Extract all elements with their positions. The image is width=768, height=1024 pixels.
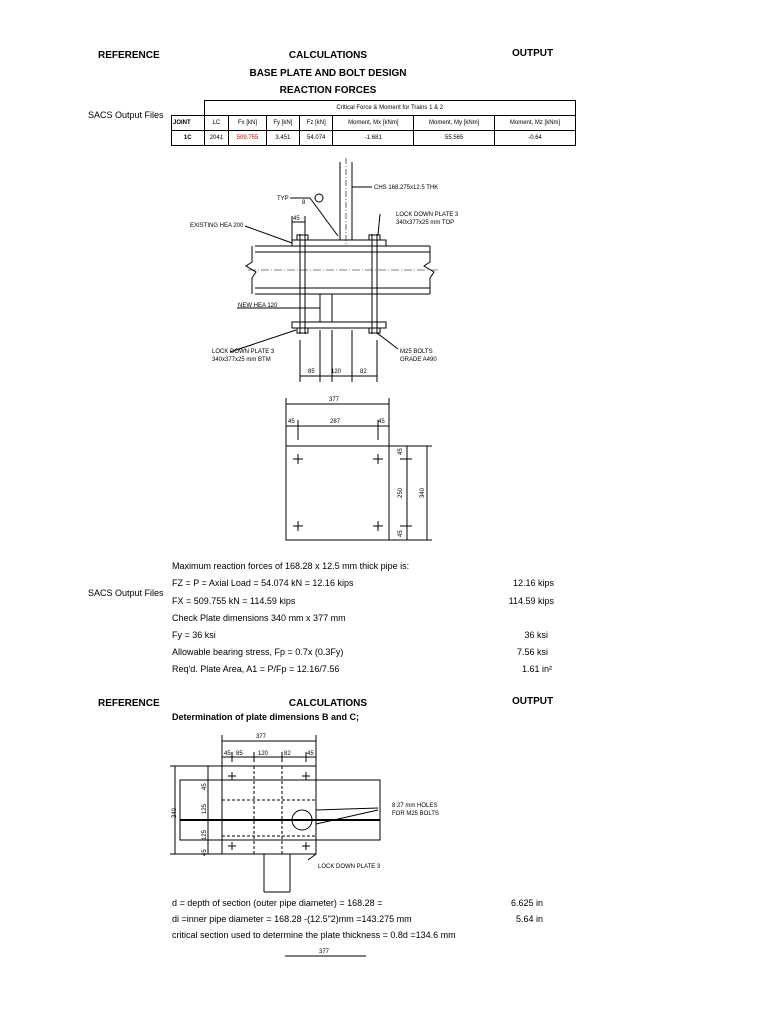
output-area: 1.61 in² xyxy=(521,664,552,674)
output-header-2: OUTPUT xyxy=(512,696,554,707)
holes-label-2: FOR M25 BOLTS xyxy=(392,811,439,817)
dim-45: 45 xyxy=(293,216,300,222)
dim-125-b: 125 xyxy=(202,829,208,840)
weld-size: 8 xyxy=(302,200,306,206)
section-heading: Determination of plate dimensions B and C; xyxy=(172,712,360,722)
column-header: Fy [kN] xyxy=(266,116,299,131)
bolts-label-1: M25 BOLTS xyxy=(400,349,433,355)
column-header: JOINT xyxy=(172,116,205,131)
lock-top-label-2: 340x377x25 mm TOP xyxy=(396,220,455,226)
table-cell: 2041 xyxy=(204,131,229,146)
column-header: Fx [kN] xyxy=(229,116,266,131)
dim-82: 82 xyxy=(360,369,367,375)
dim-45-top: 45 xyxy=(398,448,404,455)
lock-plate-label: LOCK DOWN PLATE 3 xyxy=(318,864,381,870)
dim-125-a: 125 xyxy=(202,803,208,814)
table-cell: 55.565 xyxy=(414,131,495,146)
dim-377: 377 xyxy=(329,397,340,403)
dim-45-c: 45 xyxy=(202,783,208,790)
new-beam-label: NEW HEA 120 xyxy=(238,303,278,309)
calc-line-6: Allowable bearing stress, Fp = 0.7x (0.3Fy) xyxy=(172,647,344,657)
calc2-line-1: d = depth of section (outer pipe diameter) = 168.28 = xyxy=(172,898,383,908)
dim-120: 120 xyxy=(331,369,342,375)
table-cell: 509.755 xyxy=(229,131,266,146)
column-header: Moment, Mz [kNm] xyxy=(495,116,576,131)
dim-45-bottom: 45 xyxy=(398,530,404,537)
table-group-header: Critical Force & Moment for Trains 1 & 2 xyxy=(204,101,576,116)
dim-340: 340 xyxy=(420,487,426,498)
calculations-header: CALCULATIONS xyxy=(288,50,368,61)
table-cell: -0.64 xyxy=(495,131,576,146)
dim-45-a: 45 xyxy=(224,751,231,757)
dim-120: 120 xyxy=(258,751,269,757)
calculations-header-2: CALCULATIONS xyxy=(288,698,368,709)
dim-377-top: 377 xyxy=(256,734,267,740)
table-cell: 54.074 xyxy=(300,131,333,146)
output-fy: 36 ksi xyxy=(524,630,548,640)
dim-377-bottom: 377 xyxy=(319,949,330,955)
output-axial: 12.16 kips xyxy=(512,578,554,588)
dim-340: 340 xyxy=(172,807,178,818)
sacs-reference-2: SACS Output Files xyxy=(88,588,164,598)
bolts-label-2: GRADE A490 xyxy=(400,357,437,363)
calc-line-7: Req'd. Plate Area, A1 = P/Fp = 12.16/7.56 xyxy=(172,664,340,674)
weld-label: TYP xyxy=(277,196,289,202)
calc2-line-2: di =inner pipe diameter = 168.28 -(12.5"2)mm =143.275 mm xyxy=(172,914,412,924)
dim-45-left: 45 xyxy=(288,419,295,425)
column-header: LC xyxy=(204,116,229,131)
dim-287: 287 xyxy=(330,419,341,425)
section-title: REACTION FORCES xyxy=(279,85,377,96)
table-cell: -1.681 xyxy=(333,131,414,146)
calc-line-5: Fy = 36 ksi xyxy=(172,630,216,640)
calc2-line-3: critical section used to determine the plate thickness = 0.8d =134.6 mm xyxy=(172,930,456,940)
lock-bottom-label-1: LOCK DOWN PLATE 3 xyxy=(212,349,275,355)
calc-line-4: Check Plate dimensions 340 mm x 377 mm xyxy=(172,613,346,623)
column-header: Moment, Mx [kNm] xyxy=(333,116,414,131)
calc-line-1: Maximum reaction forces of 168.28 x 12.5 mm thick pipe is: xyxy=(172,561,410,571)
dim-250: 250 xyxy=(398,487,404,498)
column-header: Fz [kN] xyxy=(300,116,333,131)
column-header: Moment, My [kNm] xyxy=(414,116,495,131)
output-header: OUTPUT xyxy=(512,48,554,59)
dim-45-b: 45 xyxy=(307,751,314,757)
output-d: 6.625 in xyxy=(510,898,543,908)
reference-header: REFERENCE xyxy=(98,50,160,61)
lock-top-label-1: LOCK DOWN PLATE 3 xyxy=(396,212,459,218)
output-di: 5.64 in xyxy=(515,914,543,924)
table-cell: 1C xyxy=(172,131,205,146)
chs-label: CHS 168.275x12.5 THK xyxy=(374,185,439,191)
sacs-reference: SACS Output Files xyxy=(88,110,164,120)
reference-header-2: REFERENCE xyxy=(98,698,160,709)
dim-85: 85 xyxy=(236,751,243,757)
lock-bottom-label-2: 340x377x25 mm BTM xyxy=(212,357,271,363)
calc-line-3: FX = 509.755 kN = 114.59 kips xyxy=(172,596,296,606)
table-cell: 3.451 xyxy=(266,131,299,146)
output-fp: 7.56 ksi xyxy=(516,647,548,657)
dim-45-d: 45 xyxy=(202,849,208,856)
existing-beam-label: EXISTING HEA 200 xyxy=(190,223,244,229)
dim-45-right: 45 xyxy=(378,419,385,425)
output-shear: 114.59 kips xyxy=(508,596,554,606)
dim-82: 82 xyxy=(284,751,291,757)
holes-label-1: 8 27 mm HOLES xyxy=(392,803,438,809)
page-title: BASE PLATE AND BOLT DESIGN xyxy=(249,68,407,79)
dim-85: 85 xyxy=(308,369,315,375)
calc-line-2: FZ = P = Axial Load = 54.074 kN = 12.16 kips xyxy=(172,578,354,588)
